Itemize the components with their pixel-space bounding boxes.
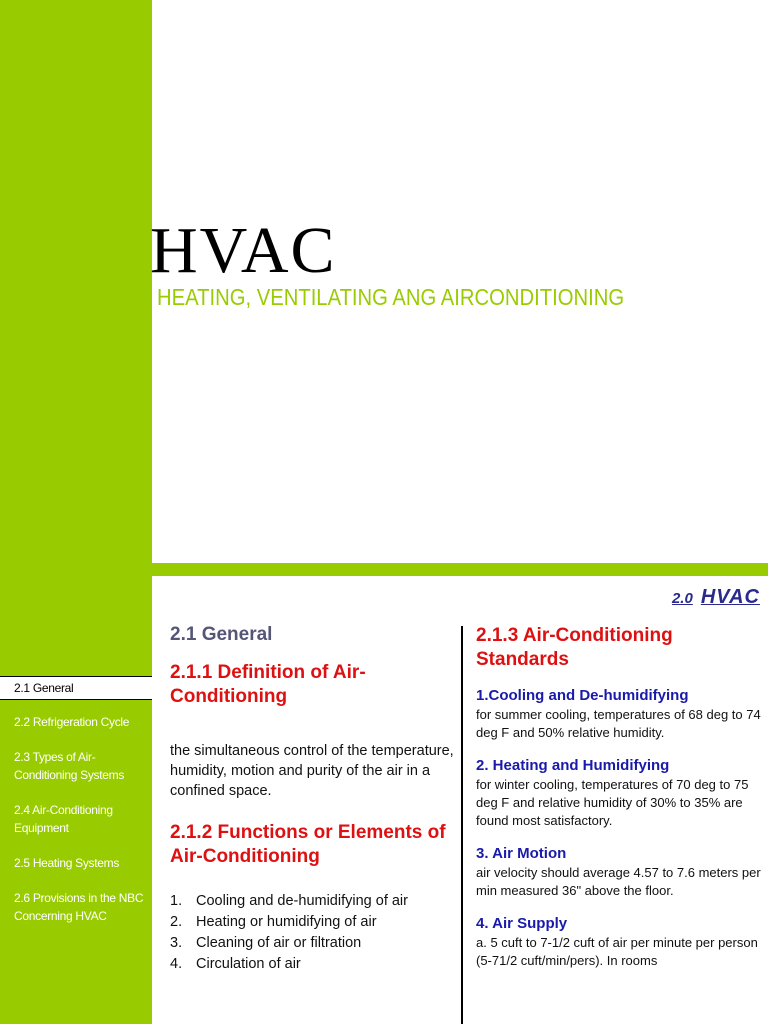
nav-item-types-of-ac-systems[interactable]: 2.3 Types of Air-Conditioning Systems — [14, 750, 125, 782]
standard-text: air velocity should average 4.57 to 7.6 meters per min measured 36" above the floor. — [476, 865, 761, 898]
hero-title: HVAC — [150, 214, 337, 287]
nav-item-nbc-provisions[interactable]: 2.6 Provisions in the NBC Concerning HVAC — [14, 891, 144, 923]
nav-item-heating-systems[interactable]: 2.5 Heating Systems — [14, 856, 120, 870]
standard-title: 3. Air Motion — [476, 845, 567, 862]
section-tag — [672, 586, 760, 609]
nav-item-general[interactable]: 2.1 General — [0, 676, 152, 700]
standard-title: 1.Cooling and De-humidifying — [476, 687, 689, 704]
list-item: 2. Heating or humidifying of air — [170, 914, 377, 930]
left-column — [170, 624, 455, 975]
section-name: HVAC — [700, 586, 760, 608]
standard-text: a. 5 cuft to 7-1/2 cuft of air per minute per person (5-71/2 cuft/min/pers). In rooms — [476, 935, 758, 968]
definition-heading: 2.1.1 Definition of Air-Conditioning — [170, 662, 366, 707]
functions-list — [170, 891, 455, 975]
green-divider-band — [152, 563, 768, 576]
standard-title: 4. Air Supply — [476, 915, 568, 932]
section-number: 2.0 — [671, 590, 693, 607]
nav-item-ac-equipment[interactable]: 2.4 Air-Conditioning Equipment — [14, 803, 113, 835]
hero-subtitle: HEATING, VENTILATING ANG AIRCONDITIONING — [157, 284, 625, 310]
column-divider — [461, 626, 463, 1024]
right-column — [476, 624, 761, 984]
general-heading: 2.1 General — [170, 624, 273, 645]
list-item: 1. Cooling and de-humidifying of air — [170, 893, 408, 909]
definition-text: the simultaneous control of the temperature, humidity, motion and purity of the air in a confined space. — [170, 743, 454, 799]
standard-text: for summer cooling, temperatures of 68 deg to 74 deg F and 50% relative humidity. — [476, 707, 761, 740]
list-item: 3. Cleaning of air or filtration — [170, 935, 362, 951]
nav-item-refrigeration-cycle[interactable]: 2.2 Refrigeration Cycle — [14, 715, 130, 729]
functions-heading: 2.1.2 Functions or Elements of Air-Conditioning — [170, 822, 446, 867]
standards-heading: 2.1.3 Air-Conditioning Standards — [476, 625, 673, 670]
standard-text: for winter cooling, temperatures of 70 deg to 75 deg F and relative humidity of 30% to 35% are found most satisfactory. — [476, 777, 749, 828]
standard-title: 2. Heating and Humidifying — [476, 757, 670, 774]
section-nav — [0, 676, 152, 942]
list-item: 4. Circulation of air — [170, 956, 301, 972]
